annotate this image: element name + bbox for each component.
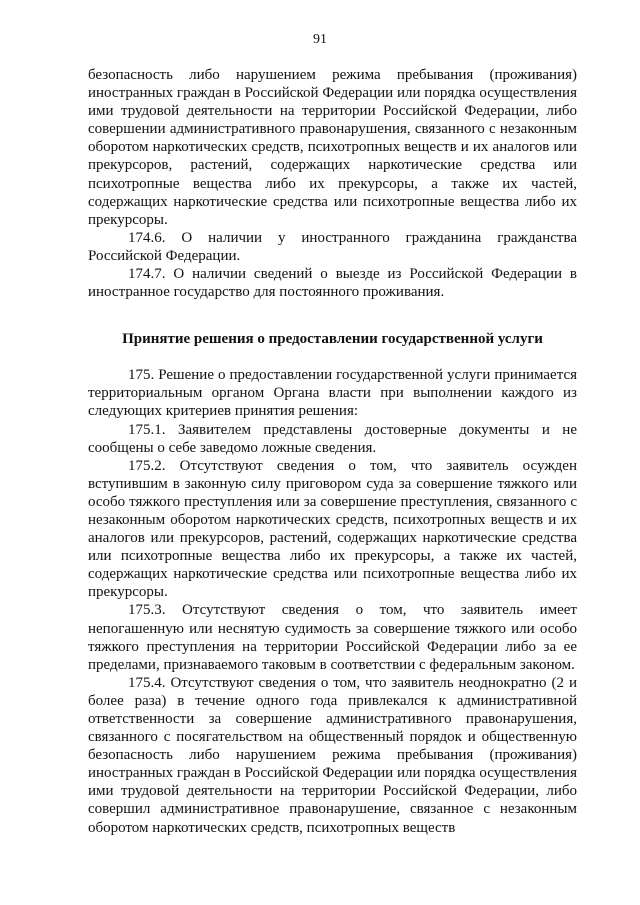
document-body: [88, 66, 577, 837]
paragraph-175-1: 175.1. Заявителем представлены достоверные документы и не сообщены о себе заведомо ложные сведения.: [88, 421, 577, 456]
paragraph-security-continuation: безопасность либо нарушением режима пребывания (проживания) иностранных граждан в Российской Федерации или порядка осуществления ими трудовой деятельности на территории Российской Федерации, либо совершении административного правонарушения, связанного с незаконным оборотом наркотических средств, психотропных веществ и их аналогов или прекурсоров, растений, содержащих наркотические средства или психотропные вещества либо их прекурсоры, а также их частей, содержащих наркотические средства или психотропные вещества либо их прекурсоры.: [88, 67, 577, 228]
page-number: 91: [313, 32, 327, 47]
paragraph-175: 175. Решение о предоставлении государственной услуги принимается территориальным органом Органа власти при выполнении каждого из следующих критериев принятия решения:: [88, 367, 577, 420]
paragraph-174-7: 174.7. О наличии сведений о выезде из Российской Федерации в иностранное государство для постоянного проживания.: [88, 266, 577, 301]
paragraph-175-4: 175.4. Отсутствуют сведения о том, что заявитель неоднократно (2 и более раза) в течение одного года привлекался к административной ответственности за совершение административного правонарушения, связанного с посягательством на общественный порядок и общественную безопасность либо нарушением режима пребывания (проживания) иностранных граждан в Российской Федерации или порядка осуществления ими трудовой деятельности на территории Российской Федерации, либо совершил административное правонарушение, связанное с незаконным оборотом наркотических средств, психотропных веществ: [88, 674, 577, 836]
paragraph-174-6: 174.6. О наличии у иностранного гражданина гражданства Российской Федерации.: [88, 229, 577, 264]
paragraph-175-2: 175.2. Отсутствуют сведения о том, что заявитель осужден вступившим в законную силу приговором суда за совершение тяжкого или особо тяжкого преступления или за совершение преступления, связанного с незаконным оборотом наркотических средств, психотропных веществ и их аналогов или прекурсоров, растений, содержащих наркотические средства или психотропные вещества либо их прекурсоры, а также их частей, содержащих наркотические средства или психотропные вещества либо их прекурсоры.: [88, 457, 577, 601]
paragraph-175-3: 175.3. Отсутствуют сведения о том, что заявитель имеет непогашенную или неснятую судимость за совершение тяжкого или особо тяжкого преступления на территории Российской Федерации либо за ее пределами, признаваемого таковым в соответствии с федеральным законом.: [88, 602, 577, 673]
section-heading: Принятие решения о предоставлении государственной услуги: [122, 331, 543, 348]
